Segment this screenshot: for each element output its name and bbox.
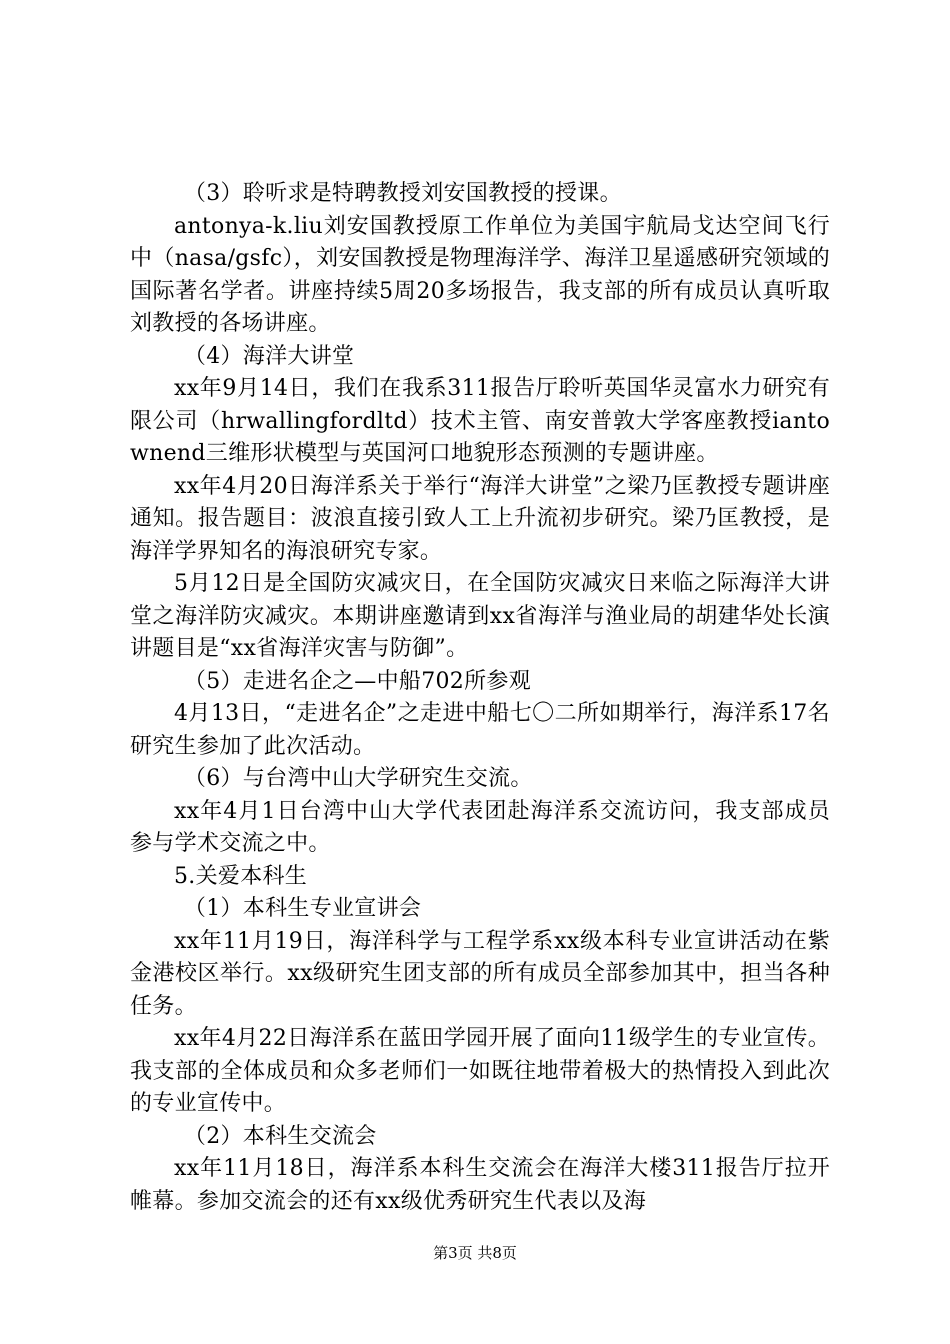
section-heading: （3）聆听求是特聘教授刘安国教授的授课。 (183, 181, 622, 206)
paragraph: 5月12日是全国防灾减灾日，在全国防灾减灾日来临之际海洋大讲堂之海洋防灾减灾。本期讲座邀请到xx省海洋与渔业局的胡建华处长演讲题目是“xx省海洋灾害与防御”。 (130, 571, 830, 661)
paragraph: xx年4月22日海洋系在蓝田学园开展了面向11级学生的专业宣传。我支部的全体成员和众多老师们一如既往地带着极大的热情投入到此次的专业宣传中。 (130, 1026, 830, 1116)
paragraph: xx年11月18日，海洋系本科生交流会在海洋大楼311报告厅拉开帷幕。参加交流会的还有xx级优秀研究生代表以及海 (130, 1156, 830, 1214)
paragraph: 4月13日，“走进名企”之走进中船七〇二所如期举行，海洋系17名研究生参加了此次活动。 (130, 701, 830, 759)
paragraph: xx年4月20日海洋系关于举行“海洋大讲堂”之梁乃匡教授专题讲座通知。报告题目：波浪直接引致人工上升流初步研究。梁乃匡教授，是海洋学界知名的海浪研究专家。 (130, 473, 830, 564)
paragraph: xx年11月19日，海洋科学与工程学系xx级本科专业宣讲活动在紫金港校区举行。xx级研究生团支部的所有成员全部参加其中，担当各种任务。 (130, 928, 830, 1019)
paragraph: xx年4月1日台湾中山大学代表团赴海洋系交流访问，我支部成员参与学术交流之中。 (130, 798, 830, 856)
paragraph: antonya-k.liu刘安国教授原工作单位为美国宇航局戈达空间飞行中（nasa/gsfc），刘安国教授是物理海洋学、海洋卫星遥感研究领域的国际著名学者。讲座持续5周20多场报告，我支部的所有成员认真听取刘教授的各场讲座。 (130, 213, 830, 336)
section-heading: （6）与台湾中山大学研究生交流。 (183, 766, 533, 791)
document-body (130, 178, 830, 1218)
section-heading: （1）本科生专业宣讲会 (183, 896, 422, 921)
page-footer: 第3页 共8页 (433, 1244, 517, 1262)
section-title: 5.关爱本科生 (174, 863, 308, 889)
section-heading: （5）走进名企之—中船702所参观 (183, 668, 531, 694)
section-heading: （2）本科生交流会 (183, 1123, 377, 1149)
paragraph: xx年9月14日，我们在我系311报告厅聆听英国华灵富水力研究有限公司（hrwallingfordltd）技术主管、南安普敦大学客座教授iantownend三维形状模型与英国河口地貌形态预测的专题讲座。 (130, 376, 830, 466)
section-heading: （4）海洋大讲堂 (183, 343, 355, 369)
